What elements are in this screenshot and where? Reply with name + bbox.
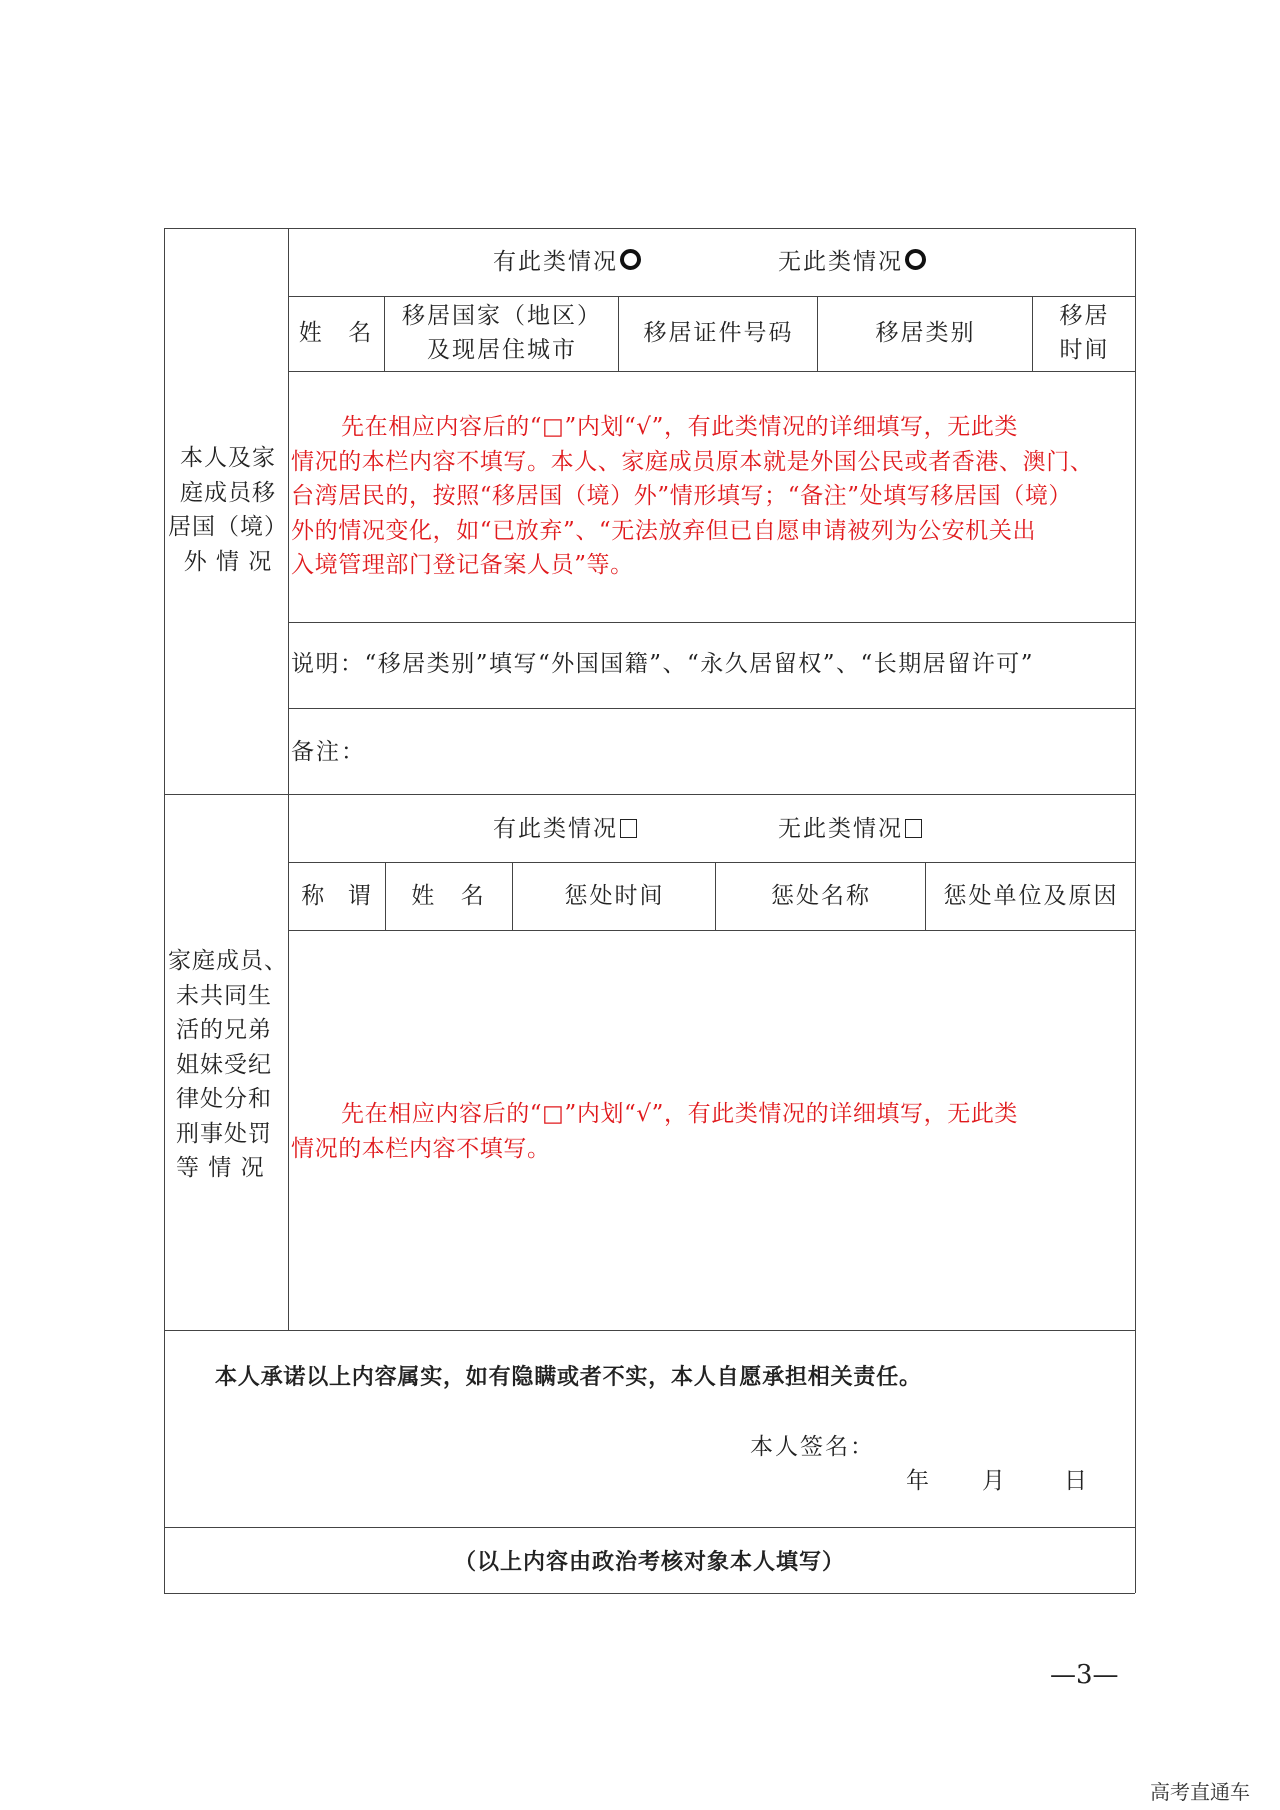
s2-row-line [288,930,1135,931]
s1-has-situation: 有此类情况 [493,247,641,277]
table-border-bottom [164,1593,1135,1594]
s1-explanation: 说明：“移居类别”填写“外国国籍”、“永久居留权”、“长期居留许可” [291,651,1035,677]
col-header-name2: 姓 名 [411,883,488,909]
page-number: —3— [1050,1660,1119,1690]
table-border-right [1135,228,1136,1593]
s1-col-line [618,296,619,371]
s2-no-situation: 无此类情况 [778,814,922,844]
col-header-name: 姓 名 [298,320,376,346]
s1-col-line [1032,296,1033,371]
s1-instructions: 先在相应内容后的“□”内划“√”，有此类情况的详细填写，无此类 情况的本栏内容不填写。本人、家庭成员原本就是外国公民或者香港、澳门、 台湾居民的，按照“移居国（境）外”情形填写；“备注”处填写移居国（境） 外的情况变化，如“已放弃”、“无法放弃但已自愿申请被列为公安机关出 入境管理部门登记备案人员”等。 [291,414,1094,579]
s1-no-situation: 无此类情况 [778,247,926,277]
has-situation-checkbox[interactable] [620,819,637,838]
section-separator [164,794,1135,795]
s2-side-label: 家庭成员、 未共同生 活的兄弟 姐妹受纪 律处分和 刑事处罚 等 情 况 [168,948,288,1181]
date-day: 日 [1064,1468,1089,1494]
col-header-punish-name: 惩处名称 [771,883,871,909]
s1-col-line [384,296,385,371]
signature-label: 本人签名： [750,1434,875,1460]
s2-has-situation: 有此类情况 [493,814,637,844]
watermark-logo: 高考直通车 [1150,1780,1250,1804]
footer-separator [164,1527,1135,1528]
s2-col-line [385,862,386,930]
s1-row-line [288,296,1135,297]
footer-note: （以上内容由政治考核对象本人填写） [453,1550,845,1575]
col-header-punish-time: 惩处时间 [564,883,665,909]
col-header-punish-unit: 惩处单位及原因 [943,883,1119,909]
col-header-time: 移居 时间 [1059,303,1110,363]
s2-col-line [512,862,513,930]
table-border-top [164,228,1135,229]
pledge-separator [164,1330,1135,1331]
date-month: 月 [982,1468,1007,1494]
col-header-relation: 称 谓 [301,883,374,909]
has-situation-radio[interactable] [620,249,641,270]
no-situation-checkbox[interactable] [905,819,922,838]
pledge-statement: 本人承诺以上内容属实，如有隐瞒或者不实，本人自愿承担相关责任。 [215,1365,922,1390]
date-year: 年 [906,1468,931,1494]
s1-col-line [817,296,818,371]
s2-row-line [288,862,1135,863]
s1-row-line [288,622,1135,623]
col-header-type: 移居类别 [875,320,976,346]
s2-col-line [925,862,926,930]
s1-row-line [288,708,1135,709]
table-border-left [164,228,165,1593]
s2-instructions: 先在相应内容后的“□”内划“√”，有此类情况的详细填写，无此类 情况的本栏内容不填写。 [291,1101,1019,1162]
col-header-cert: 移居证件号码 [643,320,794,346]
s1-remark-label: 备注： [291,739,366,765]
col-header-country: 移居国家（地区） 及现居住城市 [402,303,602,363]
s1-row-line [288,371,1135,372]
s2-col-line [715,862,716,930]
s1-side-label: 本人及家 庭成员移 居国（境） 外 情 况 [168,445,288,575]
no-situation-radio[interactable] [905,249,926,270]
